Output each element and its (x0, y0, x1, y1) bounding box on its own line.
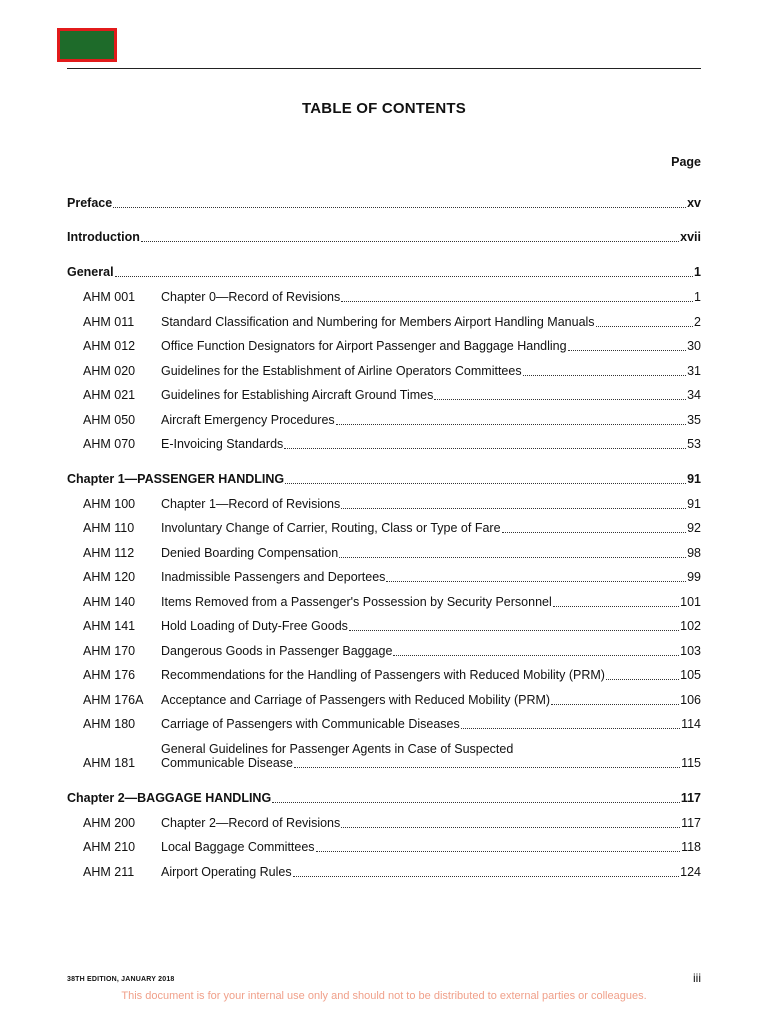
toc-entry-page: 91 (687, 497, 701, 511)
toc-entry-title: Local Baggage Committees (161, 840, 315, 854)
toc-entry-title: Denied Boarding Compensation (161, 546, 339, 560)
dot-leader (272, 801, 680, 803)
toc-entry-title: E-Invoicing Standards (161, 437, 284, 451)
toc-entry-title: Preface (67, 196, 113, 210)
toc-entry-page: 91 (687, 472, 701, 486)
toc-entry-title: Chapter 2—BAGGAGE HANDLING (67, 791, 272, 805)
dot-leader (551, 703, 679, 705)
dot-leader (341, 300, 693, 302)
toc-section-entry (67, 472, 701, 487)
toc-entry-title: Hold Loading of Duty-Free Goods (161, 619, 348, 633)
toc-entry (67, 668, 701, 683)
toc-entry-page: 105 (680, 668, 701, 682)
toc-entry-code: AHM 020 (83, 364, 136, 378)
dot-leader (316, 850, 681, 852)
dot-leader (568, 349, 687, 351)
toc-entry-page: 99 (687, 570, 701, 584)
toc-entry-page: 92 (687, 521, 701, 535)
toc-entry (67, 840, 701, 855)
page-number: iii (693, 971, 701, 985)
toc-entry-title: Standard Classification and Numbering for Members Airport Handling Manuals (161, 315, 595, 329)
toc-entry-code: AHM 141 (83, 619, 136, 633)
toc-entry-code: AHM 140 (83, 595, 136, 609)
toc-entry-page: 102 (680, 619, 701, 633)
toc-entry-code: AHM 181 (83, 756, 136, 770)
dot-leader (596, 325, 694, 327)
toc-entry-code: AHM 070 (83, 437, 136, 451)
toc-entry-code: AHM 012 (83, 339, 136, 353)
toc-entry-page: 118 (681, 840, 701, 854)
toc-entry-title: Carriage of Passengers with Communicable Diseases (161, 717, 460, 731)
toc-entry-page: xv (687, 196, 701, 210)
toc-entry-code: AHM 180 (83, 717, 136, 731)
toc-entry-page: 115 (681, 756, 701, 770)
toc-entry-code: AHM 210 (83, 840, 136, 854)
toc-entry (67, 742, 701, 771)
toc-entry-page: 103 (680, 644, 701, 658)
dot-leader (386, 580, 686, 582)
toc-entry (67, 693, 701, 708)
toc-entry (67, 865, 701, 880)
toc-entry-page: 117 (681, 816, 701, 830)
page-column-header: Page (671, 155, 701, 169)
toc-section-entry (67, 265, 701, 280)
header-rule (67, 68, 701, 69)
dot-leader (284, 447, 686, 449)
toc-entry-code: AHM 011 (83, 315, 135, 329)
toc-entry-title-line1: General Guidelines for Passenger Agents in Case of Suspected (161, 742, 514, 756)
toc-entry-page: 124 (680, 865, 701, 879)
page-title: TABLE OF CONTENTS (302, 100, 466, 117)
toc-entry-title: Guidelines for the Establishment of Airline Operators Committees (161, 364, 522, 378)
toc-entry-code: AHM 050 (83, 413, 136, 427)
toc-entry (67, 570, 701, 585)
toc-section-entry (67, 791, 701, 806)
toc-entry-title: Office Function Designators for Airport Passenger and Baggage Handling (161, 339, 567, 353)
toc-entry-code: AHM 200 (83, 816, 136, 830)
toc-entry-title: Guidelines for Establishing Aircraft Ground Times (161, 388, 434, 402)
toc-entry-title: Chapter 2—Record of Revisions (161, 816, 341, 830)
toc-entry-title: Inadmissible Passengers and Deportees (161, 570, 386, 584)
toc-entry-title: Involuntary Change of Carrier, Routing, Class or Type of Fare (161, 521, 501, 535)
toc-entry (67, 364, 701, 379)
toc-entry-page: 106 (680, 693, 701, 707)
toc-entry-title: Chapter 1—PASSENGER HANDLING (67, 472, 285, 486)
toc-entry-code: AHM 176A (83, 693, 144, 707)
toc-entry-page: 98 (687, 546, 701, 560)
dot-leader (434, 398, 686, 400)
toc-entry-code: AHM 170 (83, 644, 136, 658)
usage-disclaimer: This document is for your internal use only and should not to be distributed to external parties or colleagues. (121, 990, 647, 1002)
toc-entry (67, 388, 701, 403)
toc-entry-page: 31 (687, 364, 701, 378)
toc-entry-page: 1 (694, 265, 701, 279)
toc-entry-code: AHM 001 (83, 290, 136, 304)
toc-entry (67, 521, 701, 536)
toc-entry-code: AHM 021 (83, 388, 136, 402)
toc-entry (67, 644, 701, 659)
toc-entry (67, 595, 701, 610)
toc-entry-title: Communicable Disease (161, 756, 294, 770)
dot-leader (341, 507, 686, 509)
toc-entry (67, 339, 701, 354)
toc-entry-page: 1 (694, 290, 701, 304)
toc-entry-title: General (67, 265, 114, 279)
toc-entry (67, 413, 701, 428)
toc-entry-page: 53 (687, 437, 701, 451)
toc-entry-page: xvii (680, 230, 701, 244)
toc-entry (67, 717, 701, 732)
dot-leader (141, 240, 679, 242)
toc-entry (67, 546, 701, 561)
dot-leader (341, 826, 680, 828)
toc-entry-code: AHM 120 (83, 570, 136, 584)
toc-section-entry (67, 230, 701, 245)
toc-entry-title: Airport Operating Rules (161, 865, 292, 879)
toc-entry-title: Chapter 1—Record of Revisions (161, 497, 341, 511)
toc-entry (67, 619, 701, 634)
dot-leader (285, 482, 686, 484)
dot-leader (349, 629, 679, 631)
toc-entry-code: AHM 110 (83, 521, 135, 535)
toc-entry-title: Items Removed from a Passenger's Possession by Security Personnel (161, 595, 552, 609)
toc-entry-code: AHM 112 (83, 546, 135, 560)
dot-leader (339, 556, 686, 558)
dot-leader (115, 275, 693, 277)
dot-leader (113, 206, 686, 208)
toc-entry-page: 34 (687, 388, 701, 402)
toc-entry-page: 114 (681, 717, 701, 731)
dot-leader (293, 875, 680, 877)
toc-entry (67, 816, 701, 831)
toc-entry-page: 30 (687, 339, 701, 353)
toc-section-entry (67, 196, 701, 211)
toc-entry (67, 315, 701, 330)
toc-entry-code: AHM 176 (83, 668, 136, 682)
dot-leader (502, 531, 687, 533)
dot-leader (294, 766, 680, 768)
toc-entry (67, 437, 701, 452)
toc-entry-title: Recommendations for the Handling of Passengers with Reduced Mobility (PRM) (161, 668, 605, 682)
publisher-logo (57, 28, 117, 62)
toc-entry-title: Aircraft Emergency Procedures (161, 413, 335, 427)
toc-entry-title: Introduction (67, 230, 140, 244)
dot-leader (393, 654, 679, 656)
dot-leader (461, 727, 680, 729)
toc-entry-page: 117 (680, 791, 701, 805)
toc-entry-code: AHM 100 (83, 497, 136, 511)
toc-entry-title: Dangerous Goods in Passenger Baggage (161, 644, 393, 658)
dot-leader (523, 374, 687, 376)
toc-entry-title: Acceptance and Carriage of Passengers with Reduced Mobility (PRM) (161, 693, 551, 707)
toc-entry-page: 2 (694, 315, 701, 329)
toc-entry (67, 290, 701, 305)
toc-entry-title: Chapter 0—Record of Revisions (161, 290, 341, 304)
toc-entry-code: AHM 211 (83, 865, 135, 879)
toc-entry-page: 35 (687, 413, 701, 427)
dot-leader (553, 605, 679, 607)
toc-entry (67, 497, 701, 512)
dot-leader (606, 678, 679, 680)
edition-label: 38TH EDITION, JANUARY 2018 (67, 976, 175, 983)
dot-leader (336, 423, 686, 425)
toc-entry-page: 101 (680, 595, 701, 609)
